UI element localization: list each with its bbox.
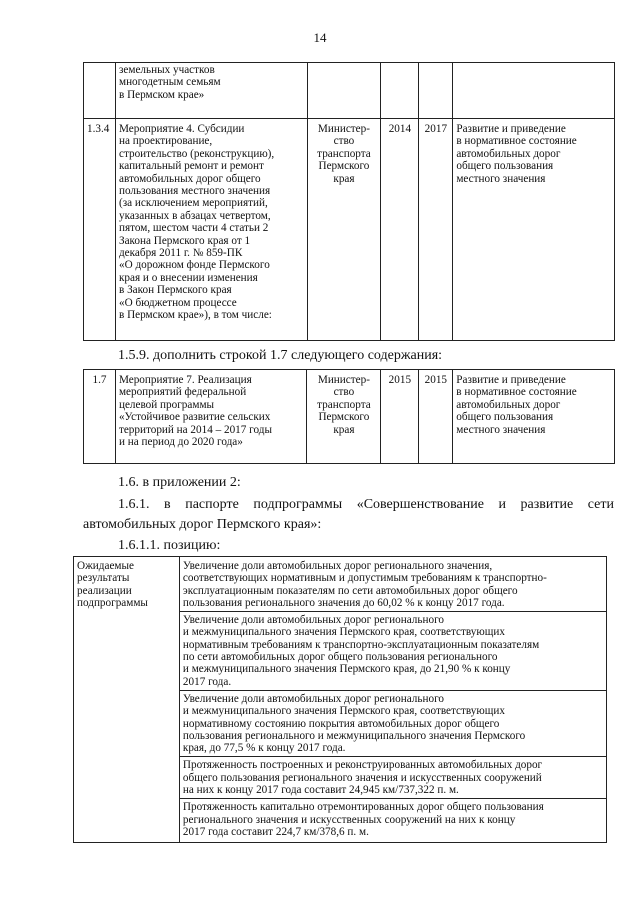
result: Развитие и приведение в нормативное состояние автомобильных дорог общего пользования местного значения — [453, 370, 615, 464]
executor: Министер- ство транспорта Пермского края — [307, 119, 381, 341]
measures-table-new-row — [83, 369, 615, 464]
result-item: Увеличение доли автомобильных дорог регионального и межмуниципального значения Пермского края, соответствующих нормативному состоянию покрытия автомобильных дорог общего пользования регионального и межмуниципального значения Пермского края, до 77,5 % к концу 2017 года. — [180, 690, 606, 756]
end-year — [419, 63, 453, 119]
position-paragraph: 1.6.1.1. позицию: — [118, 538, 221, 553]
passport-paragraph-line1: 1.6.1. в паспорте подпрограммы «Совершенствование и развитие сети — [118, 497, 614, 512]
end-year: 2015 — [419, 370, 453, 464]
section-label: Ожидаемые результаты реализации подпрограммы — [74, 557, 180, 843]
row-number: 1.3.4 — [84, 119, 116, 341]
result-item: Увеличение доли автомобильных дорог регионального и межмуниципального значения Пермского края, соответствующих нормативным требованиям к транспортно-эксплуатационным показателям по сети автомобильных дорог общего пользования регионального и межмуниципального значения Пермского края, до 21,90 % к концу 2017 года. — [180, 611, 606, 690]
expected-results-table — [73, 556, 607, 843]
start-year — [381, 63, 419, 119]
passport-paragraph-line2: автомобильных дорог Пермского края»: — [83, 517, 322, 532]
start-year: 2015 — [381, 370, 419, 464]
appendix-paragraph: 1.6. в приложении 2: — [118, 475, 241, 490]
result-item: Увеличение доли автомобильных дорог регионального значения, соответствующих нормативным и допустимым требованиям к транспортно- эксплуатационным показателям по сети автомобильных дорог общего пользования регионального значения до 60,02 % к концу 2017 года. — [182, 560, 547, 609]
measure-text: Мероприятие 4. Субсидии на проектирование, строительство (реконструкцию), капитальный ремонт и ремонт автомобильных дорог общего пользования местного значения (за исключением мероприятий, указанных в абзацах четвертом, пятом, шестом части 4 статьи 2 Закона Пермского края от 1 декабря 2011 г. № 859-ПК «О дорожном фонде Пермского края и о внесении изменения в Закон Пермского края «О бюджетном процессе в Пермском крае»), в том числе: — [115, 119, 307, 341]
table-row — [84, 63, 615, 119]
end-year: 2017 — [419, 119, 453, 341]
page-number: 14 — [313, 30, 327, 45]
table-row — [84, 370, 615, 464]
table-row — [74, 557, 607, 843]
row-number: 1.7 — [84, 370, 116, 464]
result-item: Протяженность капитально отремонтированных дорог общего пользования регионального значения и искусственных сооружений на них к концу 2017 года составит 224,7 км/378,6 п. м. — [180, 798, 606, 842]
measure-text: Мероприятие 7. Реализация мероприятий федеральной целевой программы «Устойчивое развитие сельских территорий на 2014 – 2017 годы и на период до 2020 года» — [115, 370, 306, 464]
result: Развитие и приведение в нормативное состояние автомобильных дорог общего пользования местного значения — [453, 119, 615, 341]
result — [453, 63, 615, 119]
row-number — [84, 63, 116, 119]
start-year: 2014 — [381, 119, 419, 341]
measures-table-top — [83, 62, 615, 341]
executor: Министер- ство транспорта Пермского края — [307, 370, 381, 464]
result-item: Протяженность построенных и реконструированных автомобильных дорог общего пользования регионального значения и искусственных сооружений на них к концу 2017 года составит 24,945 км/737,322 п. м. — [180, 756, 606, 798]
measure-text: земельных участков многодетным семьям в Пермском крае» — [115, 63, 307, 119]
amendment-paragraph: 1.5.9. дополнить строкой 1.7 следующего содержания: — [118, 348, 443, 363]
table-row — [84, 119, 615, 341]
executor — [307, 63, 381, 119]
results-cell — [179, 557, 606, 843]
